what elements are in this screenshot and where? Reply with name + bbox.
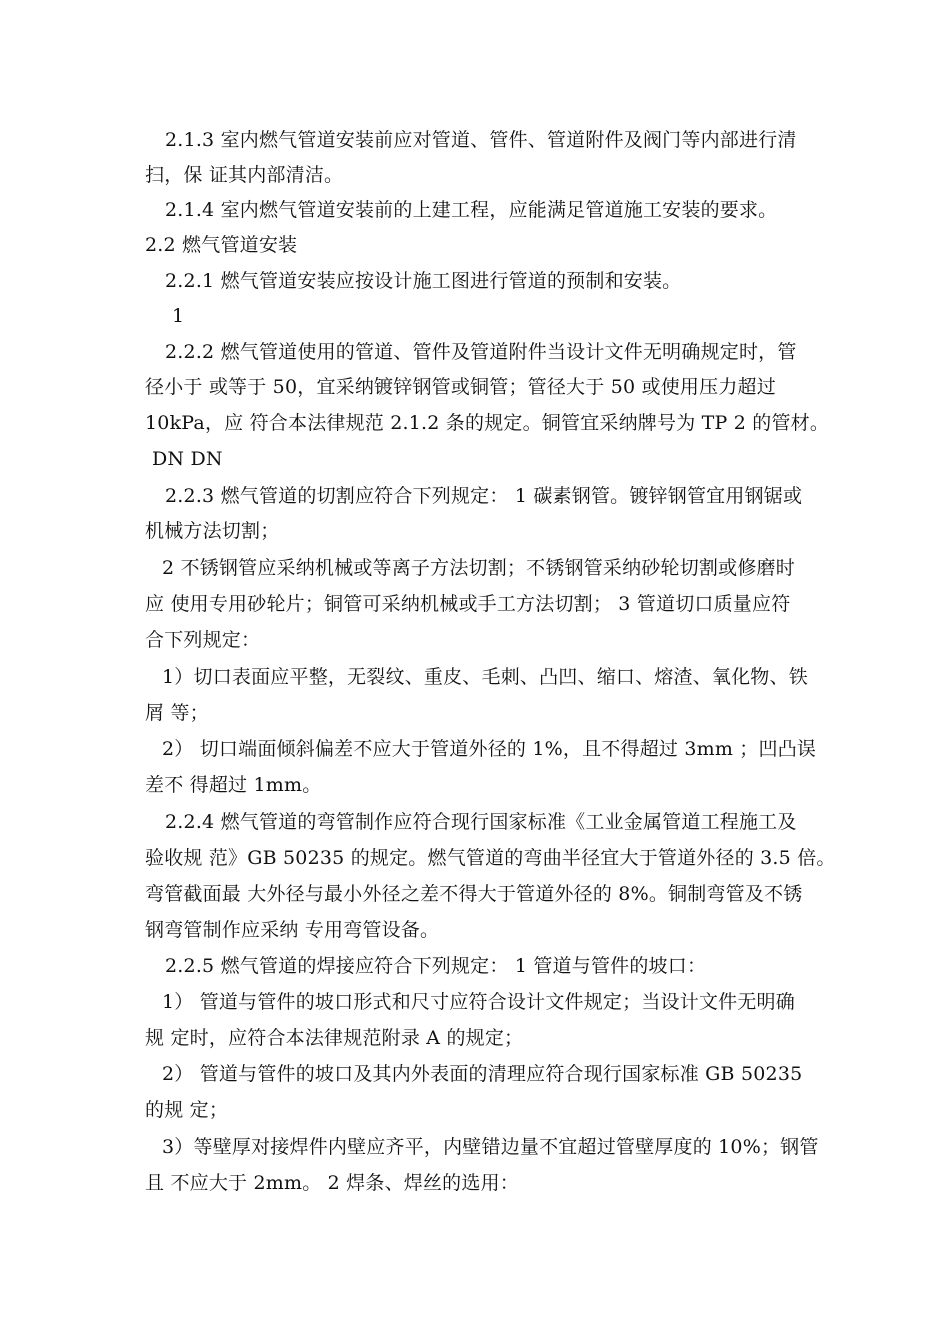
text-line-1: 2.1.3 室内燃气管道安装前应对管道、管件、管道附件及阀门等内部进行清	[165, 129, 797, 151]
text-line-5: 2.2.1 燃气管道安装应按设计施工图进行管道的预制和安装。	[165, 270, 682, 292]
text-line-18: 2） 切口端面倾斜偏差不应大于管道外径的 1%，且不得超过 3mm ；凹凸误	[162, 738, 817, 760]
text-line-9: 10kPa，应 符合本法律规范 2.1.2 条的规定。铜管宜采纳牌号为 TP 2 的管材。	[145, 412, 830, 434]
text-line-11: 2.2.3 燃气管道的切割应符合下列规定： 1 碳素钢管。镀锌钢管宜用钢锯或	[165, 485, 803, 507]
text-line-7: 2.2.2 燃气管道使用的管道、管件及管道附件当设计文件无明确规定时，管	[165, 341, 797, 363]
text-line-8: 径小于 或等于 50，宜采纳镀锌钢管或铜管；管径大于 50 或使用压力超过	[145, 376, 776, 398]
page-number: 1	[172, 305, 185, 327]
text-line-23: 钢弯管制作应采纳 专用弯管设备。	[145, 919, 440, 941]
text-line-12: 机械方法切割；	[145, 520, 280, 542]
text-line-25: 1） 管道与管件的坡口形式和尺寸应符合设计文件规定；当设计文件无明确	[162, 991, 795, 1013]
text-line-28: 的规 定；	[145, 1099, 229, 1121]
section-heading: 2.2 燃气管道安装	[145, 234, 298, 256]
text-line-3: 2.1.4 室内燃气管道安装前的上建工程，应能满足管道施工安装的要求。	[165, 199, 778, 221]
text-line-16: 1）切口表面应平整，无裂纹、重皮、毛刺、凸凹、缩口、熔渣、氧化物、铁	[162, 666, 808, 688]
text-line-10: DN DN	[152, 448, 223, 470]
text-line-20: 2.2.4 燃气管道的弯管制作应符合现行国家标准《工业金属管道工程施工及	[165, 811, 797, 833]
text-line-21: 验收规 范》GB 50235 的规定。燃气管道的弯曲半径宜大于管道外径的 3.5 倍。	[145, 847, 836, 869]
text-line-19: 差不 得超过 1mm。	[145, 774, 322, 796]
text-line-24: 2.2.5 燃气管道的焊接应符合下列规定： 1 管道与管件的坡口：	[165, 955, 707, 977]
text-line-15: 合下列规定：	[145, 629, 261, 651]
text-line-22: 弯管截面最 大外径与最小外径之差不得大于管道外径的 8%。铜制弯管及不锈	[145, 883, 803, 905]
text-line-17: 屑 等；	[145, 702, 209, 724]
text-line-29: 3）等壁厚对接焊件内壁应齐平，内壁错边量不宜超过管壁厚度的 10%；钢管	[162, 1136, 819, 1158]
text-line-13: 2 不锈钢管应采纳机械或等离子方法切割；不锈钢管采纳砂轮切割或修磨时	[162, 557, 795, 579]
text-line-30: 且 不应大于 2mm。 2 焊条、焊丝的选用：	[145, 1172, 519, 1194]
text-line-2: 扫，保 证其内部清洁。	[145, 164, 344, 186]
text-line-26: 规 定时，应符合本法律规范附录 A 的规定；	[145, 1027, 524, 1049]
text-line-14: 应 使用专用砂轮片；铜管可采纳机械或手工方法切割； 3 管道切口质量应符	[145, 593, 791, 615]
text-line-27: 2） 管道与管件的坡口及其内外表面的清理应符合现行国家标准 GB 50235	[162, 1063, 803, 1085]
